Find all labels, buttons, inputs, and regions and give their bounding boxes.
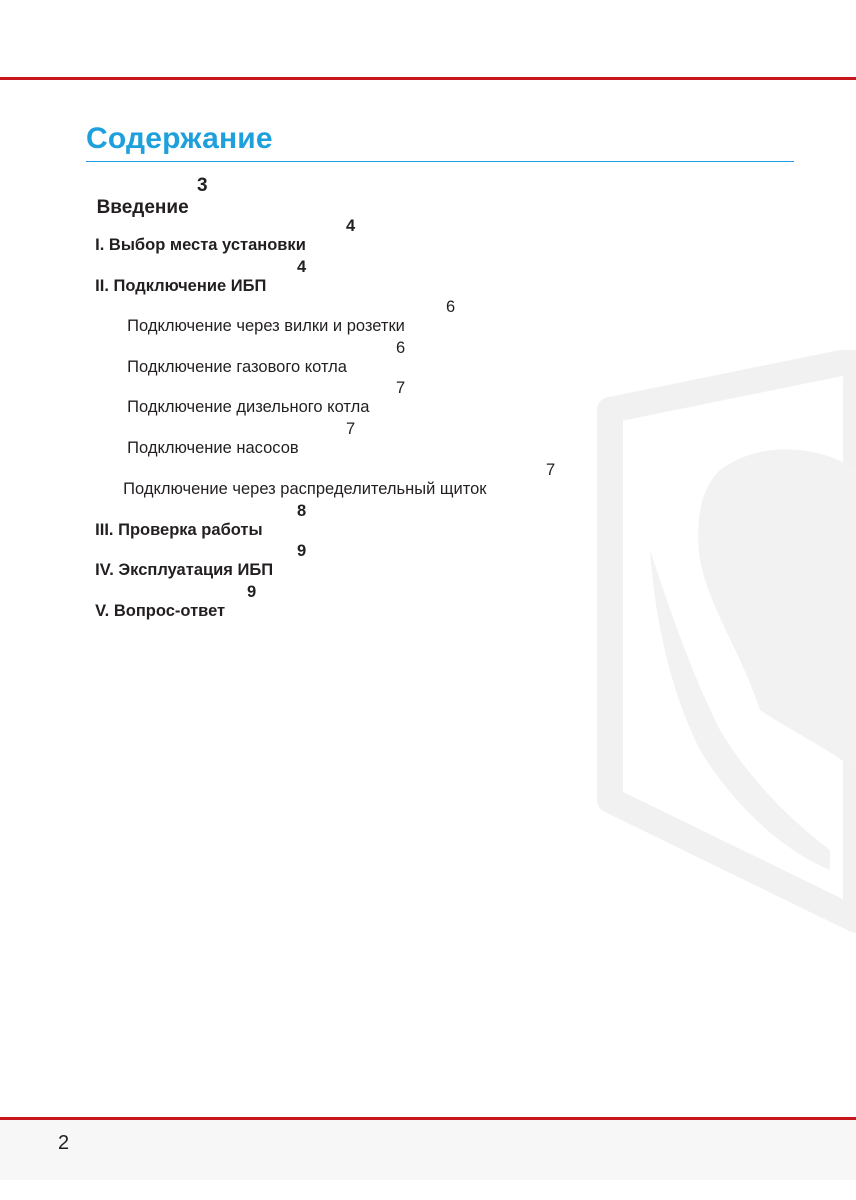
title-underline <box>86 161 794 162</box>
page-number: 2 <box>58 1132 70 1154</box>
toc-entry-label: IV. Эксплуатация ИБП <box>95 561 274 579</box>
toc-entry-page: 7 <box>396 379 406 397</box>
toc-entry-page: 9 <box>247 583 257 601</box>
toc-entry-page: 3 <box>197 175 208 196</box>
toc-entry-page: 7 <box>346 420 356 438</box>
toc-entry-label: III. Проверка работы <box>95 521 263 539</box>
lion-shield-logo-icon <box>590 350 856 940</box>
toc-entry-page: 4 <box>346 217 356 235</box>
toc-entry-label: I. Выбор места установки <box>95 236 306 254</box>
header-divider <box>0 77 856 80</box>
toc-entry-label: Подключение газового котла <box>127 358 347 376</box>
toc-entry-page: 6 <box>446 298 456 316</box>
page-title: Содержание <box>86 122 273 155</box>
toc-entry-label: II. Подключение ИБП <box>95 277 267 295</box>
toc-entry[interactable] <box>86 583 257 640</box>
toc-entry-label: Подключение через распределительный щиток <box>123 480 487 498</box>
toc-entry-page: 9 <box>297 542 307 560</box>
toc-entry-label: Введение <box>96 197 189 218</box>
toc-entry-page: 7 <box>546 461 556 479</box>
footer <box>0 1120 856 1180</box>
toc-entry-label: Подключение через вилки и розетки <box>127 317 405 335</box>
toc-entry-label: V. Вопрос-ответ <box>95 602 226 620</box>
toc-entry-label: Подключение дизельного котла <box>127 398 370 416</box>
toc-entry-page: 8 <box>297 502 307 520</box>
toc-entry-page: 4 <box>297 258 307 276</box>
toc-entry-page: 6 <box>396 339 406 357</box>
toc-entry-label: Подключение насосов <box>127 439 299 457</box>
